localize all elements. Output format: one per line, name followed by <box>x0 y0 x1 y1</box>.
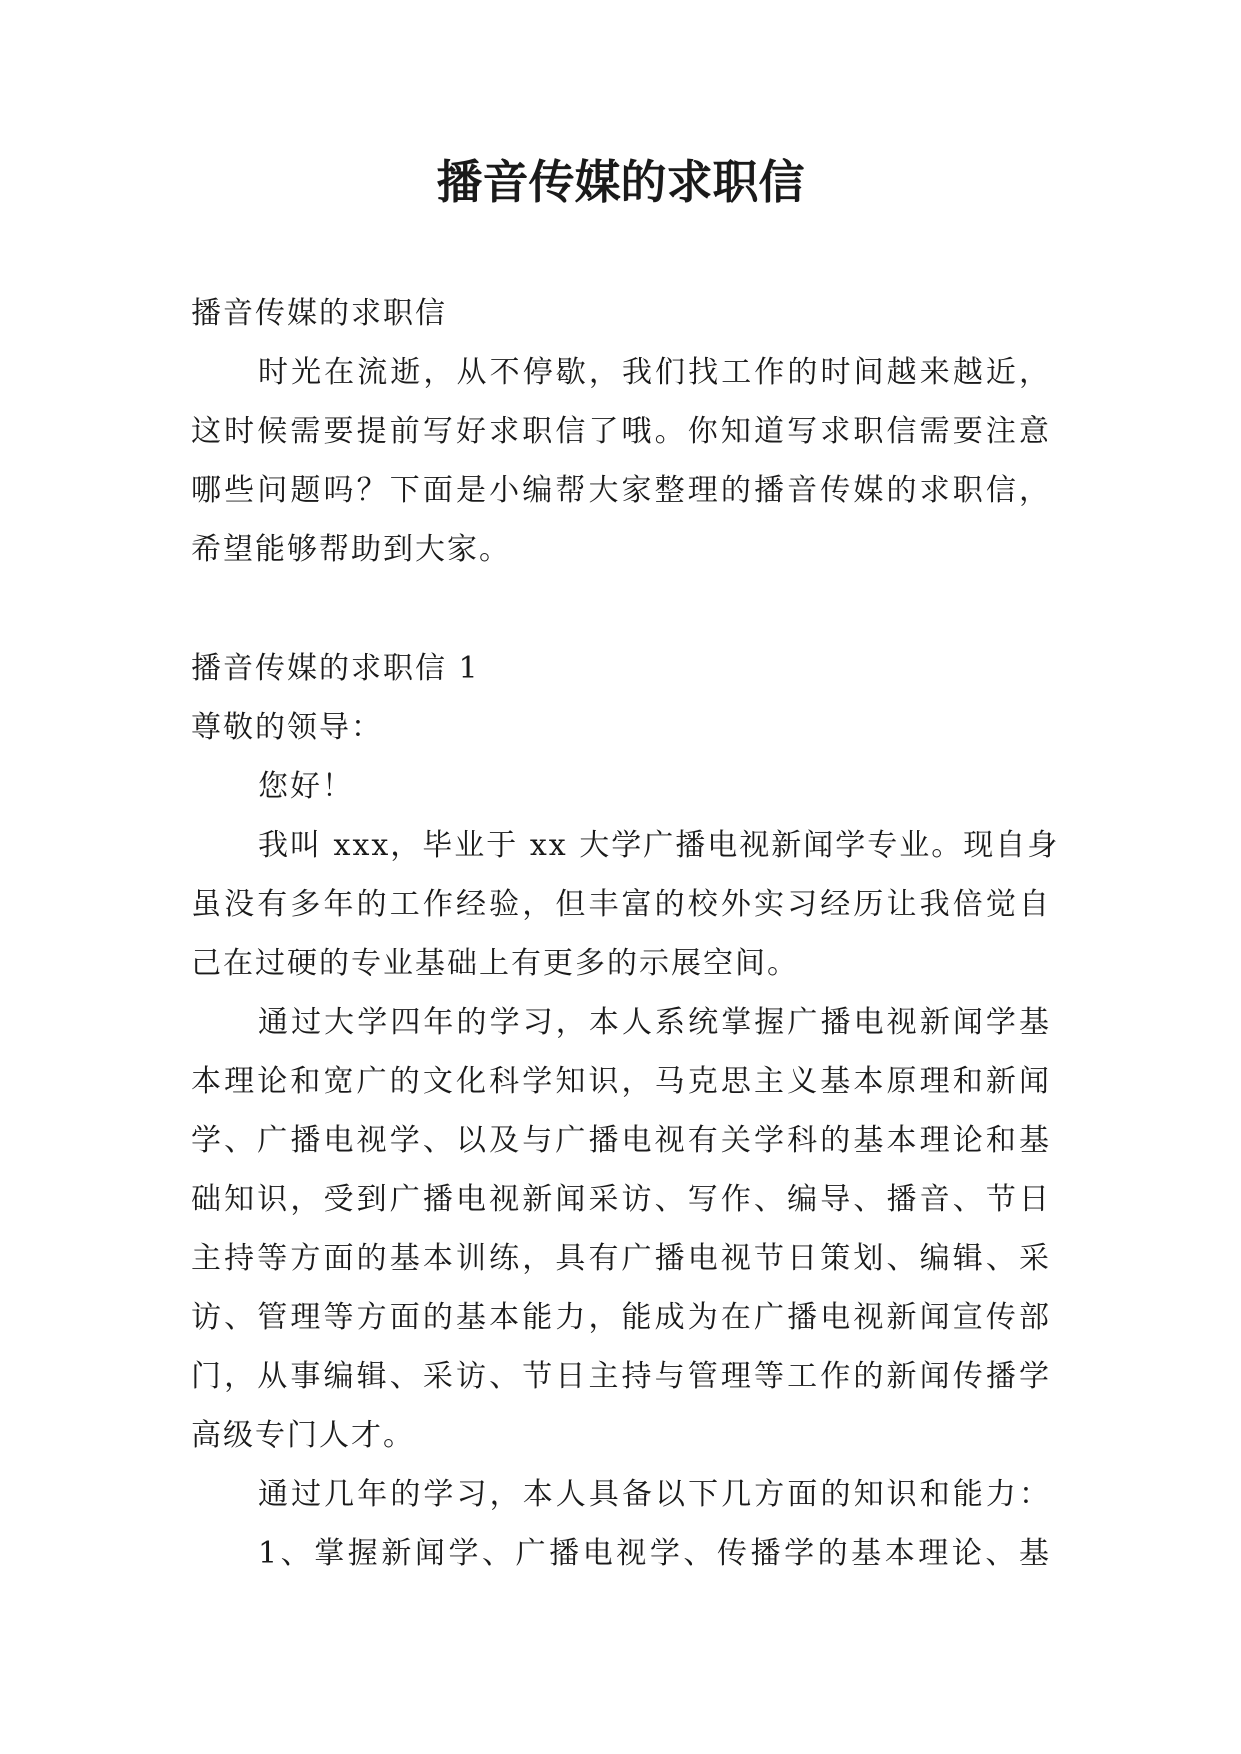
paragraph-line: 础知识，受到广播电视新闻采访、写作、编导、播音、节日 <box>191 1182 1051 1217</box>
intro-line: 时光在流逝，从不停歇，我们找工作的时间越来越近， <box>258 355 1051 390</box>
document-body <box>191 284 1060 1583</box>
paragraph-line: 己在过硬的专业基础上有更多的示展空间。 <box>191 946 799 981</box>
paragraph-line: 通过几年的学习，本人具备以下几方面的知识和能力： <box>258 1477 1051 1512</box>
greeting: 您好！ <box>258 769 354 804</box>
salutation: 尊敬的领导： <box>191 710 383 745</box>
paragraph-line: 虽没有多年的工作经验，但丰富的校外实习经历让我倍觉自 <box>191 887 1051 922</box>
paragraph-line: 本理论和宽广的文化科学知识，马克思主义基本原理和新闻 <box>191 1064 1051 1099</box>
section-heading: 播音传媒的求职信 1 <box>191 651 480 686</box>
heading-repeat: 播音传媒的求职信 <box>191 296 447 331</box>
paragraph-line: 学、广播电视学、以及与广播电视有关学科的基本理论和基 <box>191 1123 1051 1158</box>
paragraph-line: 通过大学四年的学习，本人系统掌握广播电视新闻学基 <box>258 1005 1051 1040</box>
intro-line: 希望能够帮助到大家。 <box>191 532 511 567</box>
intro-line: 这时候需要提前写好求职信了哦。你知道写求职信需要注意 <box>191 414 1051 449</box>
paragraph-line: 1、掌握新闻学、广播电视学、传播学的基本理论、基 <box>258 1536 1051 1571</box>
document-title: 播音传媒的求职信 <box>436 155 805 209</box>
paragraph-gap <box>191 579 1051 639</box>
paragraph-line: 高级专门人才。 <box>191 1418 415 1453</box>
paragraph-line: 访、管理等方面的基本能力，能成为在广播电视新闻宣传部 <box>191 1300 1051 1335</box>
paragraph-line: 我叫 xxx，毕业于 xx 大学广播电视新闻学专业。现自身 <box>258 828 1060 863</box>
intro-line: 哪些问题吗？下面是小编帮大家整理的播音传媒的求职信， <box>191 473 1051 508</box>
paragraph-line: 门，从事编辑、采访、节日主持与管理等工作的新闻传播学 <box>191 1359 1051 1394</box>
paragraph-line: 主持等方面的基本训练，具有广播电视节日策划、编辑、采 <box>191 1241 1051 1276</box>
